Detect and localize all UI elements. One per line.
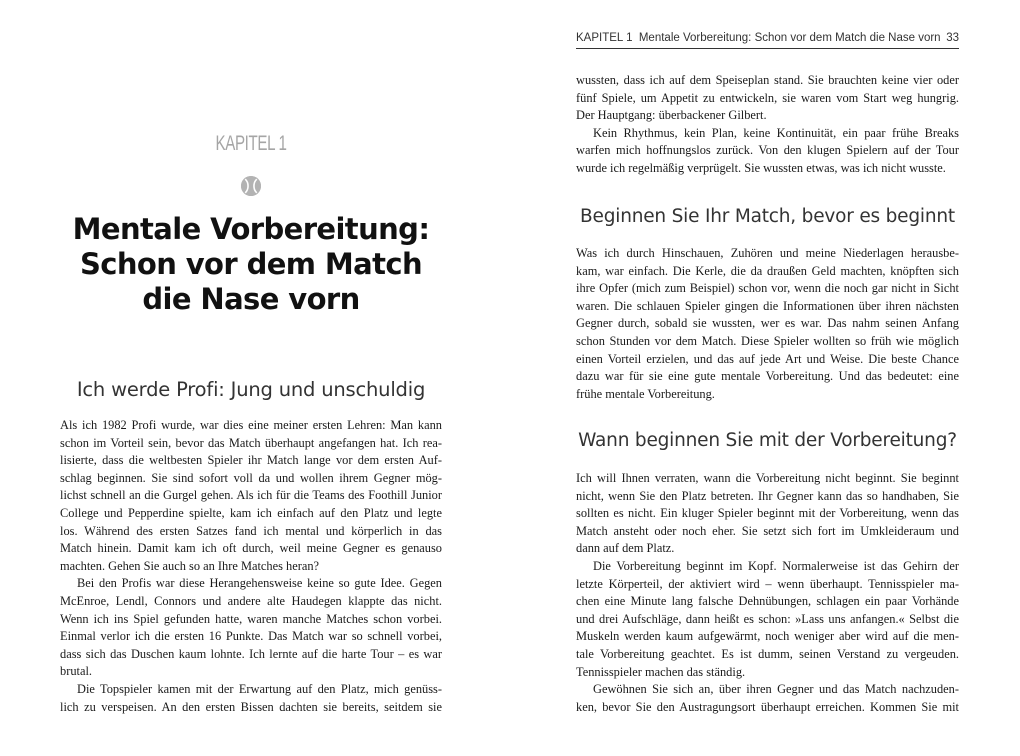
text-line: schlag beginnen. Sie sind sofort voll da und wollen ihrem Gegner mög- — [60, 470, 442, 485]
text-line: warfen mich hoffnungslos zurück. Von den klugen Spielern auf der Tour — [576, 143, 959, 158]
paragraph — [576, 72, 959, 125]
text-line: nicht, wenn Sie den Platz betreten. Ihr Gegner kann das so handhaben, Sie — [576, 488, 959, 503]
text-line: McEnroe, Lendl, Connors und andere alte Haudegen klappte das nicht. — [60, 593, 442, 608]
section-heading: Wann beginnen Sie mit der Vorbereitung? — [578, 430, 957, 451]
chapter-title-line: die Nase vorn — [142, 282, 360, 316]
text-line: frühe mentale Vorbereitung. — [576, 386, 715, 401]
text-line: lisierte, dass die weltbesten Spieler ihr Match lange vor dem ersten Auf- — [60, 453, 442, 468]
text-line: und drei Aufschläge, dann heißt es schon: »Lass uns anfangen.« Selbst die — [576, 611, 959, 626]
text-line: lich zu verspeisen. An den ersten Bissen dachten sie bereits, seitdem sie — [60, 699, 442, 714]
text-line: Der Hauptgang: überbackener Gilbert. — [576, 108, 767, 123]
running-header — [576, 32, 959, 49]
paragraph — [576, 558, 959, 681]
text-line: los. Während des ersten Satzes fand ich mental und körperlich in das — [60, 523, 442, 538]
paragraph — [576, 125, 959, 178]
text-line: Bei den Profis war diese Herangehensweise keine so gute Idee. Gegen — [77, 576, 442, 591]
text-line: machten. Gehen Sie auch so an Ihre Matches heran? — [60, 558, 320, 573]
page-number: 33 — [946, 32, 959, 44]
text-line: Match ansteht oder noch eher. Sie setzt sich fort im Umkleideraum und — [576, 523, 959, 538]
text-line: kam, war einfach. Die Kerle, die da draußen Geld machten, knöpften sich — [576, 263, 959, 278]
text-line: wurde ich regelmäßig verprügelt. Sie wussten etwas, was ich nicht wusste. — [576, 160, 946, 175]
chapter-title — [60, 212, 442, 317]
text-line: lichst schnell an die Gurgel gehen. Als ich für die Teams des Foothill Junior — [60, 488, 442, 503]
text-line: waren. Die schlauen Spieler gingen die Informationen über ihren nächsten — [576, 298, 959, 313]
paragraph — [60, 575, 442, 681]
paragraph — [60, 417, 442, 575]
text-line: College und Pepperdine spielte, kam ich einfach auf den Platz und legte — [60, 505, 442, 520]
body-text — [576, 72, 959, 178]
text-line: Muskeln werden kaum aufgewärmt, noch weniger aber wird auf die men- — [576, 629, 959, 644]
text-line: Ich will Ihnen verraten, wann die Vorbereitung nicht beginnt. Sie beginnt — [576, 471, 959, 485]
text-line: Gegner durch, sobald sie wussten, wer es war. Das nahm seinen Anfang — [576, 316, 959, 331]
text-line: Wenn ich ins Spiel gefunden hatte, waren manche Matches schon vorbei. — [60, 611, 442, 626]
text-line: einen Vorteil erzielen, und das auf jede Art und Weise. Die beste Chance — [576, 351, 959, 366]
paragraph — [576, 681, 959, 716]
section-heading: Beginnen Sie Ihr Match, bevor es beginnt — [580, 206, 955, 227]
body-text — [60, 417, 442, 716]
chapter-label: KAPITEL 1 — [215, 132, 287, 155]
paragraph — [576, 245, 959, 403]
text-line: Kein Rhythmus, kein Plan, keine Kontinuität, ein paar frühe Breaks — [593, 125, 959, 140]
text-line: brutal. — [60, 664, 92, 679]
text-line: dazu war für sie eine gute mentale Vorbereitung. Und das bedeutet: eine — [576, 369, 959, 384]
text-line: wussten, dass ich auf dem Speiseplan stand. Sie brauchten keine vier oder — [576, 73, 959, 87]
text-line: Die Topspieler kamen mit der Erwartung auf den Platz, mich genüss- — [77, 681, 442, 696]
body-text — [576, 245, 959, 403]
text-line: tale Vorbereitung geachtet. Es ist dumm, seinen Verstand zu vergeuden. — [576, 646, 959, 661]
right-page — [510, 0, 1020, 756]
text-line: schon Stunden vor dem Match. Diese Spieler wollten so früh wie möglich — [576, 333, 959, 348]
paragraph — [576, 470, 959, 558]
section-heading: Ich werde Profi: Jung und unschuldig — [76, 378, 426, 401]
paragraph — [60, 681, 442, 716]
text-line: ken, bevor Sie den Austragungsort überhaupt erreichen. Kommen Sie mit — [576, 699, 959, 714]
text-line: sollten es nicht. Ein kluger Spieler beginnt mit der Vorbereitung, wenn das — [576, 506, 959, 521]
text-line: Einmal verlor ich die ersten 16 Punkte. Das Match war so schnell vorbei, — [60, 629, 442, 644]
text-line: Tennisspieler machen das ständig. — [576, 664, 746, 679]
text-line: fünf Spiele, um Appetit zu entwickeln, sie waren vom Start weg hungrig. — [576, 90, 959, 105]
text-line: Die Vorbereitung beginnt im Kopf. Normalerweise ist das Gehirn der — [593, 558, 959, 573]
tennis-ball-icon — [241, 176, 261, 196]
body-text — [576, 470, 959, 716]
text-line: letzte Körperteil, der aktiviert wird – wenn überhaupt. Tennisspieler ma- — [576, 576, 959, 591]
text-line: chen eine Minute lang falsche Dehnübungen, schlagen ein paar Vorhände — [576, 594, 959, 609]
text-line: Als ich 1982 Profi wurde, war dies eine meiner ersten Lehren: Man kann — [60, 418, 442, 432]
running-header-title: KAPITEL 1 Mentale Vorbereitung: Schon vor dem Match die Nase vorn — [576, 32, 941, 44]
chapter-title-line: Mentale Vorbereitung: — [72, 212, 430, 246]
text-line: schon im Vorteil sein, bevor das Match überhaupt angefangen hat. Ich rea- — [60, 435, 442, 450]
text-line: Match hinein. Damit kam ich oft durch, weil meine Gegner es genauso — [60, 541, 442, 556]
text-line: Gewöhnen Sie sich an, über ihren Gegner und das Match nachzuden- — [593, 682, 959, 697]
chapter-title-line: Schon vor dem Match — [79, 247, 423, 281]
text-line: ihre Opfer (mich zum Beispiel) schon vor, wenn die noch gar nicht in Sicht — [576, 281, 959, 296]
text-line: dann auf dem Platz. — [576, 541, 675, 556]
text-line: dass sich das Duschen kaum lohnte. Ich lernte auf die harte Tour – es war — [60, 646, 442, 661]
text-line: Was ich durch Hinschauen, Zuhören und meine Niederlagen herausbe- — [576, 246, 959, 260]
